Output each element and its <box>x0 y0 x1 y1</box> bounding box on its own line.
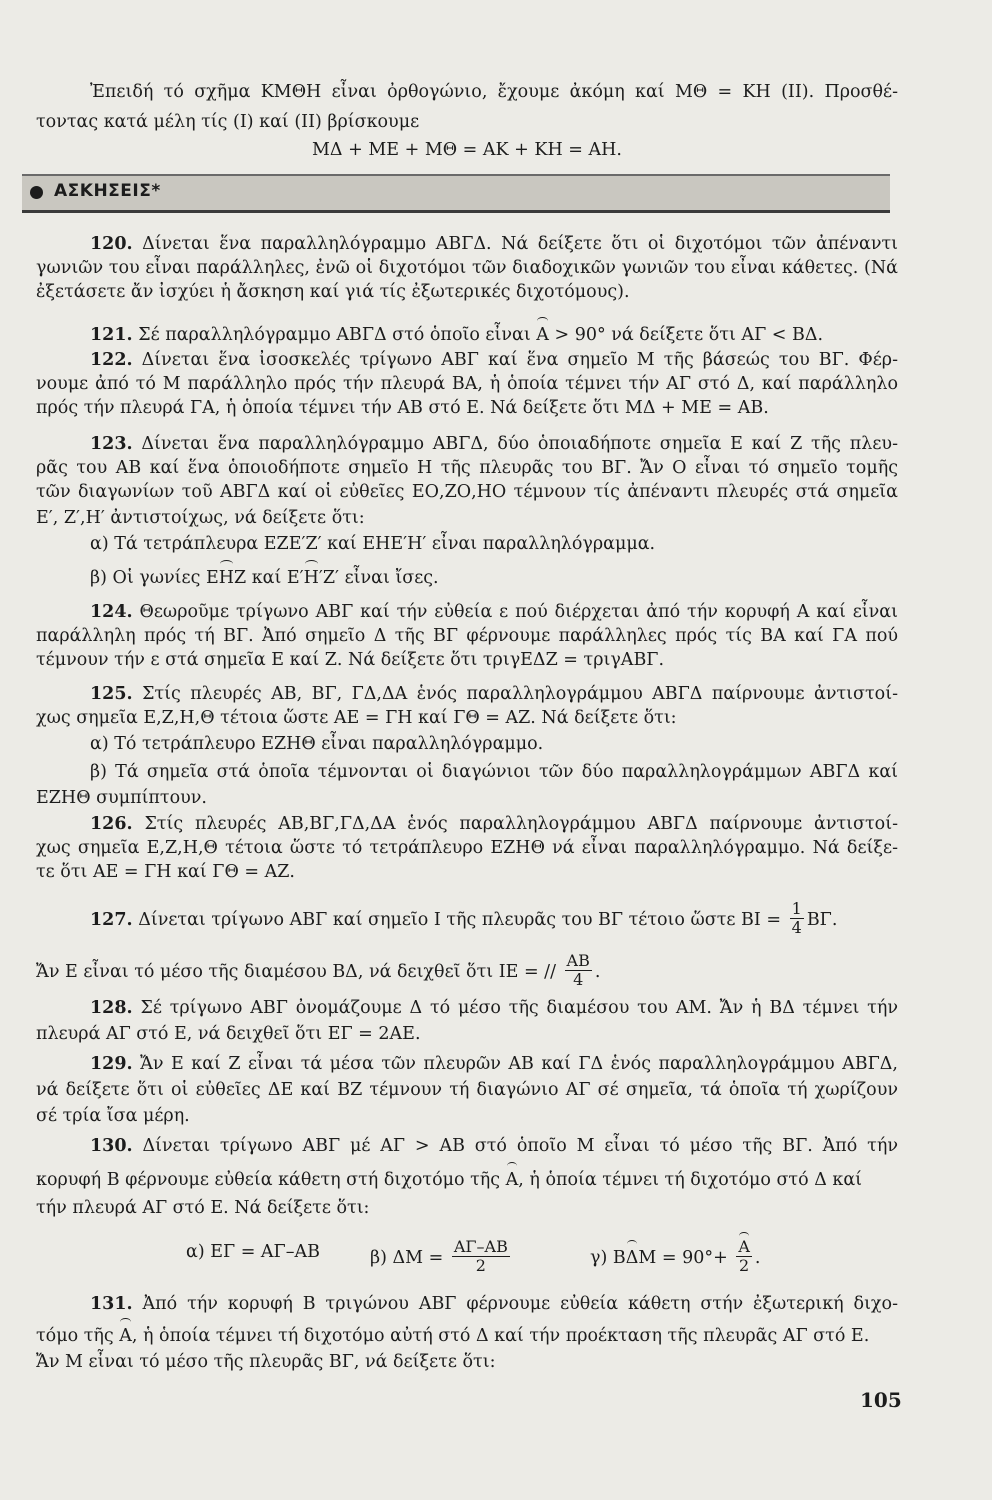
exercise-text: ′Ζ′ εἶναι ἴσες. <box>318 568 439 588</box>
exercise-123-part-a: α) Τά τετράπλευρα ΕΖΕ′Ζ′ καί ΕΗΕ′Η′ εἶναι παραλληλόγραμμα. <box>90 534 656 554</box>
exercise-127-line-1 <box>90 899 898 939</box>
exercise-123-line-4: Ε′, Ζ′,Η′ ἀντιστοίχως, νά δείξετε ὅτι: <box>36 508 365 528</box>
exercise-123-line-1 <box>90 432 898 456</box>
exercise-124-line-2: παράλληλη πρός τή ΒΓ. Ἀπό σημεῖο Δ τῆς ΒΓ φέρνουμε παράλληλες πρός τίς ΒΑ καί ΓΑ πού <box>36 626 898 646</box>
exercise-number: 126. <box>90 814 133 834</box>
exercise-number: 130. <box>90 1136 133 1156</box>
section-banner <box>22 174 890 213</box>
exercise-text: Ζ καί Ε′ <box>233 568 304 588</box>
exercise-128-line-2: πλευρά ΑΓ στό Ε, νά δειχθεῖ ὅτι ΕΓ = 2ΑΕ. <box>36 1024 421 1044</box>
exercise-130-part-c <box>590 1237 761 1277</box>
fraction-denominator: 4 <box>791 918 802 937</box>
exercise-130-line-1 <box>90 1134 898 1158</box>
exercise-text: Δίνεται ἕνα ἰσοσκελές τρίγωνο ΑΒΓ καί ἕνα σημεῖο Μ τῆς βάσεώς του ΒΓ. Φέρ- <box>141 350 898 370</box>
exercise-number: 122. <box>90 350 133 370</box>
angle-symbol: Α <box>738 1237 750 1256</box>
exercise-text: τόμο τῆς <box>36 1326 114 1346</box>
angle-symbol: Η <box>303 568 319 588</box>
exercise-text: Σέ παραλληλόγραμμο ΑΒΓΔ στό ὁποῖο εἶναι <box>138 325 531 345</box>
exercise-text: Σέ τρίγωνο ΑΒΓ ὀνομάζουμε Δ τό μέσο τῆς διαμέσου του ΑΜ. Ἄν ἡ ΒΔ τέμνει τήν <box>140 998 898 1018</box>
exercise-123-part-b <box>90 566 898 590</box>
exercise-126-line-2: χως σημεῖα Ε,Ζ,Η,Θ τέτοια ὥστε τό τετράπλευρο ΕΖΗΘ νά εἶναι παραλληλόγραμμο. Νά δείξε- <box>36 838 898 858</box>
fraction-ab-quarter <box>565 952 592 989</box>
exercise-text: . <box>594 962 601 982</box>
exercise-131-line-3: Ἄν Μ εἶναι τό μέσο τῆς πλευρᾶς ΒΓ, νά δείξετε ὅτι: <box>36 1352 496 1372</box>
exercise-122-line-3: πρός τήν πλευρά ΓΑ, ἡ ὁποία τέμνει τήν ΑΒ στό Ε. Νά δείξετε ὅτι ΜΔ + ΜΕ = ΑΒ. <box>36 398 769 418</box>
exercise-128-line-1 <box>90 996 898 1020</box>
fraction-numerator: 1 <box>791 899 802 918</box>
exercise-number: 127. <box>90 910 133 930</box>
exercise-text: Δίνεται ἕνα παραλληλόγραμμο ΑΒΓΔ. Νά δείξετε ὅτι οἱ διχοτόμοι τῶν ἀπέναντι <box>142 234 898 254</box>
fraction-numerator: ΑΓ–ΑΒ <box>453 1237 508 1256</box>
exercise-text: Μ = 90°+ <box>638 1248 728 1268</box>
exercise-125-part-b-1: β) Τά σημεῖα στά ὁποῖα τέμνονται οἱ διαγώνιοι τῶν δύο παραλληλογράμμων ΑΒΓΔ καί <box>90 762 898 782</box>
fraction-denominator: 4 <box>565 970 592 989</box>
fraction-one-quarter <box>790 900 804 937</box>
exercise-text: β) ΔΜ = <box>370 1248 444 1268</box>
fraction-difference-half <box>452 1238 510 1275</box>
exercise-text: Στίς πλευρές ΑΒ, ΒΓ, ΓΔ,ΔΑ ἑνός παραλληλογράμμου ΑΒΓΔ παίρνουμε ἀντιστοί- <box>142 684 898 704</box>
angle-symbol: Η <box>218 568 234 588</box>
exercise-130-line-3: τήν πλευρά ΑΓ στό Ε. Νά δείξετε ὅτι: <box>36 1198 370 1218</box>
fraction-denominator: 2 <box>736 1256 752 1275</box>
exercise-120-line-1 <box>90 232 898 256</box>
exercise-130-part-a: α) ΕΓ = ΑΓ–ΑΒ <box>186 1242 320 1262</box>
exercise-122-line-2: νουμε ἀπό τό Μ παράλληλο πρός τήν πλευρά ΒΑ, ἡ ὁποία τέμνει τήν ΑΓ στό Δ, καί παράλληλο <box>36 374 898 394</box>
exercise-text: Ἄν Ε εἶναι τό μέσο τῆς διαμέσου ΒΔ, νά δειχθεῖ ὅτι ΙΕ = // <box>36 962 556 982</box>
bullet-icon <box>30 186 43 199</box>
angle-symbol: Α <box>536 325 549 345</box>
exercise-129-line-3: σέ τρία ἴσα μέρη. <box>36 1106 190 1126</box>
exercise-125-line-1 <box>90 682 898 706</box>
exercise-number: 124. <box>90 602 133 622</box>
angle-symbol: Α <box>505 1170 519 1190</box>
exercise-130-part-b <box>370 1237 513 1277</box>
exercise-127-line-2 <box>36 951 898 991</box>
exercise-129-line-2: νά δείξετε ὅτι οἱ εὐθεῖες ΔΕ καί ΒΖ τέμνουν τή διαγώνιο ΑΓ σέ σημεῖα, τά ὁποῖα τή χωρίζουν <box>36 1080 898 1100</box>
exercise-text: . <box>754 1248 761 1268</box>
exercise-text: Δίνεται τρίγωνο ΑΒΓ καί σημεῖο Ι τῆς πλευρᾶς του ΒΓ τέτοιο ὥστε ΒΙ = <box>138 910 782 930</box>
exercise-130-line-2 <box>36 1168 898 1192</box>
exercise-120-line-3: ἐξετάσετε ἄν ἰσχύει ἡ ἄσκηση καί γιά τίς ἐξωτερικές διχοτόμους). <box>36 282 630 302</box>
exercise-text: , ἡ ὁποία τέμνει τή διχοτόμο στό Δ καί <box>518 1170 863 1190</box>
exercise-number: 120. <box>90 234 133 254</box>
exercise-text: Δίνεται τρίγωνο ΑΒΓ μέ ΑΓ > ΑΒ στό ὁποῖο Μ εἶναι τό μέσο τῆς ΒΓ. Ἀπό τήν <box>142 1136 898 1156</box>
fraction-numerator <box>736 1238 752 1256</box>
angle-symbol: Δ <box>625 1248 639 1268</box>
exercise-123-line-3: τῶν διαγωνίων τοῦ ΑΒΓΔ καί οἱ εὐθεῖες ΕΟ,ΖΟ,ΗΟ τέμνουν τίς ἀπέναντι πλευρές στά σημεῖα <box>36 482 898 502</box>
exercise-125-part-a: α) Τό τετράπλευρο ΕΖΗΘ εἶναι παραλληλόγραμμο. <box>90 734 544 754</box>
section-title: ΑΣΚΗΣΕΙΣ* <box>54 181 161 201</box>
fraction-numerator: ΑΒ <box>566 951 590 970</box>
exercise-121-line-1 <box>90 323 898 347</box>
exercise-text: Ἀπό τήν κορυφή Β τριγώνου ΑΒΓ φέρνουμε εὐθεία κάθετη στήν ἐξωτερική διχο- <box>142 1294 898 1314</box>
intro-line-2: τοντας κατά μέλη τίς (Ι) καί (ΙΙ) βρίσκουμε <box>36 112 420 132</box>
exercise-text: Στίς πλευρές ΑΒ,ΒΓ,ΓΔ,ΔΑ ἑνός παραλληλογράμμου ΑΒΓΔ παίρνουμε ἀντιστοί- <box>144 814 898 834</box>
intro-line-1: Ἐπειδή τό σχῆμα ΚΜΘΗ εἶναι ὀρθογώνιο, ἔχουμε ἀκόμη καί ΜΘ = ΚΗ (ΙΙ). Προσθέ- <box>90 82 898 102</box>
exercise-125-line-2: χως σημεῖα Ε,Ζ,Η,Θ τέτοια ὥστε ΑΕ = ΓΗ καί ΓΘ = ΑΖ. Νά δείξετε ὅτι: <box>36 708 677 728</box>
exercise-text: Δίνεται ἕνα παραλληλόγραμμο ΑΒΓΔ, δύο ὁποιαδήποτε σημεῖα Ε καί Ζ τῆς πλευ- <box>141 434 898 454</box>
exercise-number: 131. <box>90 1294 133 1314</box>
exercise-126-line-3: τε ὅτι ΑΕ = ΓΗ καί ΓΘ = ΑΖ. <box>36 862 295 882</box>
angle-symbol: Α <box>119 1326 132 1346</box>
exercise-131-line-1 <box>90 1292 898 1316</box>
exercise-text: β) Οἱ γωνίες Ε <box>90 568 219 588</box>
exercise-text: κορυφή Β φέρνουμε εὐθεία κάθετη στή διχοτόμο τῆς <box>36 1170 501 1190</box>
exercise-123-line-2: ρᾶς του ΑΒ καί ἕνα ὁποιοδήποτε σημεῖο Η τῆς πλευρᾶς του ΒΓ. Ἄν Ο εἶναι τό σημεῖο τομῆς <box>36 458 898 478</box>
exercise-124-line-1 <box>90 600 898 624</box>
intro-equation: ΜΔ + ΜΕ + ΜΘ = ΑΚ + ΚΗ = ΑΗ. <box>312 140 622 160</box>
exercise-text: , ἡ ὁποία τέμνει τή διχοτόμο αὐτή στό Δ καί τήν προέκταση τῆς πλευρᾶς ΑΓ στό Ε. <box>131 1326 870 1346</box>
page-number: 105 <box>860 1388 902 1412</box>
exercise-number: 128. <box>90 998 133 1018</box>
exercise-number: 125. <box>90 684 133 704</box>
exercise-129-line-1 <box>90 1052 898 1076</box>
exercise-124-line-3: τέμνουν τήν ε στά σημεῖα Ε καί Ζ. Νά δείξετε ὅτι τριγΕΔΖ = τριγΑΒΓ. <box>36 650 665 670</box>
exercise-number: 121. <box>90 325 133 345</box>
exercise-text: ΒΓ. <box>806 910 838 930</box>
exercise-120-line-2: γωνιῶν του εἶναι παράλληλες, ἐνῶ οἱ διχοτόμοι τῶν διαδοχικῶν γωνιῶν του εἶναι κάθετες. (Νά <box>36 258 898 278</box>
exercise-text: > 90° νά δείξετε ὅτι ΑΓ < ΒΔ. <box>554 325 824 345</box>
fraction-denominator: 2 <box>452 1256 510 1275</box>
exercise-126-line-1 <box>90 812 898 836</box>
exercise-number: 129. <box>90 1054 133 1074</box>
exercise-125-part-b-2: ΕΖΗΘ συμπίπτουν. <box>36 788 207 808</box>
fraction-angle-half <box>736 1238 752 1275</box>
exercise-131-line-2 <box>36 1324 898 1348</box>
exercise-text: Ἄν Ε καί Ζ εἶναι τά μέσα τῶν πλευρῶν ΑΒ καί ΓΔ ἑνός παραλληλογράμμου ΑΒΓΔ, <box>140 1054 898 1074</box>
exercise-text: Θεωροῦμε τρίγωνο ΑΒΓ καί τήν εὐθεία ε πού διέρχεται ἀπό τήν κορυφή Α καί εἶναι <box>139 602 898 622</box>
exercise-text: γ) Β <box>590 1248 626 1268</box>
exercise-number: 123. <box>90 434 133 454</box>
exercise-122-line-1 <box>90 348 898 372</box>
